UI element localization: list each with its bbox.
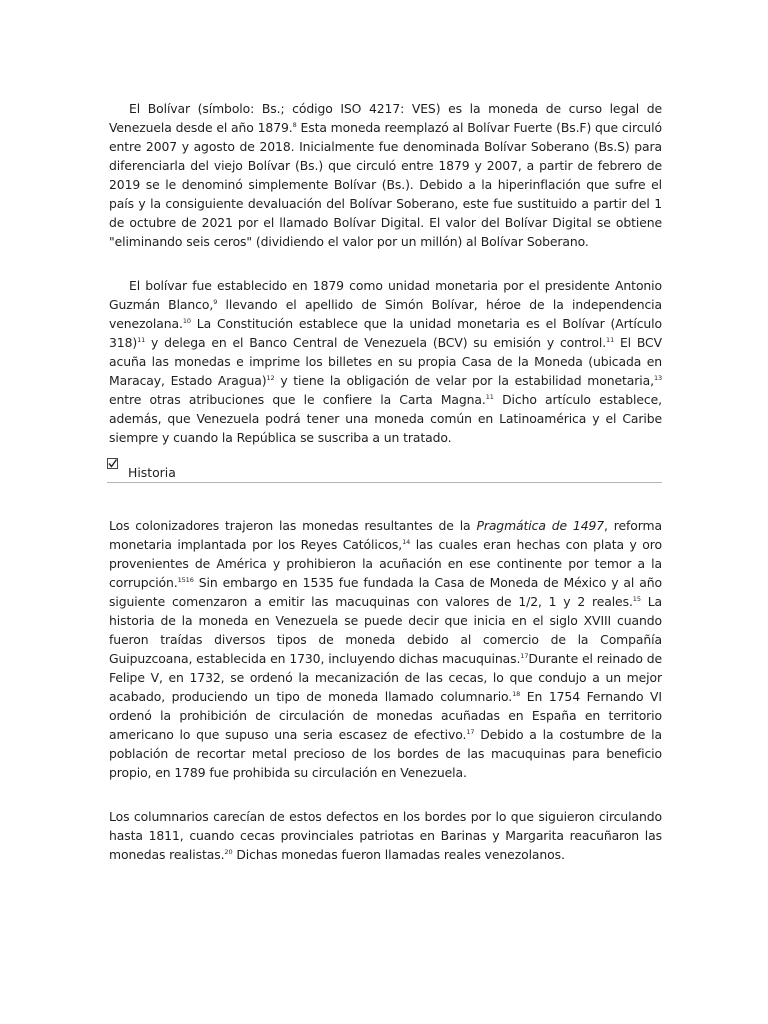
section-title: Historia [128,465,176,480]
text-run: En 1754 Fernando VI ordenó la prohibición de circulación de monedas acuñadas en España en territorio americano lo que supuso una seria escasez de efectivo. [109,689,662,742]
text-run: La Constitución establece que la unidad monetaria es el Bolívar (Artículo 318) [109,316,662,350]
footnote-ref[interactable]: 1516 [177,576,194,584]
footnote-ref[interactable]: 9 [213,298,218,306]
text-run: Durante el reinado de Felipe V, en 1732, se ordenó la mecanización de las cecas, lo que condujo a un mejor acabado, produciendo un tipo de moneda llamado columnario. [109,651,663,704]
checkmark-icon [108,459,117,468]
text-run: las cuales eran hechas con plata y oro provenientes de América y prohibieron la acuñación en ese continente por temor a la corrupción. [109,537,662,590]
footnote-ref[interactable]: 18 [512,690,521,698]
paragraph-historia-columnarios [109,807,662,864]
paragraph-historia-colonial [109,516,662,782]
footnote-ref[interactable]: 15 [632,595,641,603]
text-run: Dichas monedas fueron llamadas reales venezolanos. [232,847,565,862]
text-run: llevando el apellido de Simón Bolívar, héroe de la independencia venezolana. [109,297,662,331]
footnote-ref[interactable]: 12 [266,374,275,382]
text-run: entre otras atribuciones que le confiere la Carta Magna. [109,392,486,407]
section-checkbox[interactable] [107,458,118,469]
text-run: Los columnarios carecían de estos defectos en los bordes por lo que siguieron circulando hasta 1811, cuando cecas provinciales patriotas en Barinas y Margarita reacuñaron las monedas realistas. [109,809,662,862]
footnote-ref[interactable]: 17 [520,652,529,660]
section-heading-historia [107,458,662,483]
text-run: Esta moneda reemplazó al Bolívar Fuerte (Bs.F) que circuló entre 2007 y agosto de 2018. Inicialmente fue denominada Bolívar Soberano (Bs.S) para diferenciarla del viejo Bolívar (Bs.) que circuló entre 1879 y 2007, a partir de febrero de 2019 se le denominó simplemente Bolívar (Bs.). Debido a la hiperinflación que sufre el país y la consiguiente devaluación del Bolívar Soberano, este fue sustituido a partir del 1 de octubre de 2021 por el llamado Bolívar Digital. El valor del Bolívar Digital se obtiene "eliminando seis ceros" (dividiendo el valor por un millón) al Bolívar Soberano. [109,120,662,249]
footnote-ref[interactable]: 13 [653,374,663,382]
text-run: El BCV acuña las monedas e imprime los billetes en su propia Casa de la Moneda (ubicada en Maracay, Estado Aragua) [109,335,662,388]
text-run: El bolívar fue establecido en 1879 como unidad monetaria por el presidente Antonio Guzmán Blanco, [109,278,662,312]
footnote-ref[interactable]: 10 [182,317,191,325]
footnote-ref[interactable]: 11 [485,393,494,401]
text-run: y tiene la obligación de velar por la estabilidad monetaria, [274,373,654,388]
text-run: Dicho artículo establece, además, que Venezuela podrá tener una moneda común en Latinoamérica y el Caribe siempre y cuando la República se suscriba a un tratado. [109,392,662,445]
footnote-ref[interactable]: 14 [402,538,411,546]
footnote-ref[interactable]: 8 [292,121,297,129]
text-run: Debido a la costumbre de la población de recortar metal precioso de los bordes de las macuquinas para beneficio propio, en 1789 fue prohibida su circulación en Venezuela. [109,727,662,780]
footnote-ref[interactable]: 11 [137,336,146,344]
text-run: y delega en el Banco Central de Venezuela (BCV) su emisión y control. [145,335,607,350]
paragraph-bolivar-intro [109,99,662,251]
text-run: Los colonizadores trajeron las monedas resultantes de la [109,518,477,533]
italic-title: Pragmática de 1497 [476,518,605,533]
footnote-ref[interactable]: 20 [224,848,233,856]
footnote-ref[interactable]: 11 [606,336,615,344]
text-run: La historia de la moneda en Venezuela se puede decir que inicia en el siglo XVIII cuando fueron traídas diversos tipos de moneda debido al comercio de la Compañía Guipuzcoana, establecida en 1730, incluyendo dichas macuquinas. [109,594,662,666]
paragraph-bolivar-establishment [109,276,662,447]
footnote-ref[interactable]: 17 [466,728,475,736]
text-run: Sin embargo en 1535 fue fundada la Casa de Moneda de México y al año siguiente comenzaron a emitir las macuquinas con valores de 1/2, 1 y 2 reales. [109,575,662,609]
text-run: El Bolívar (símbolo: Bs.; código ISO 4217: VES) es la moneda de curso legal de Venezuela desde el año 1879. [109,101,662,135]
text-run: , reforma monetaria implantada por los Reyes Católicos, [109,518,663,552]
